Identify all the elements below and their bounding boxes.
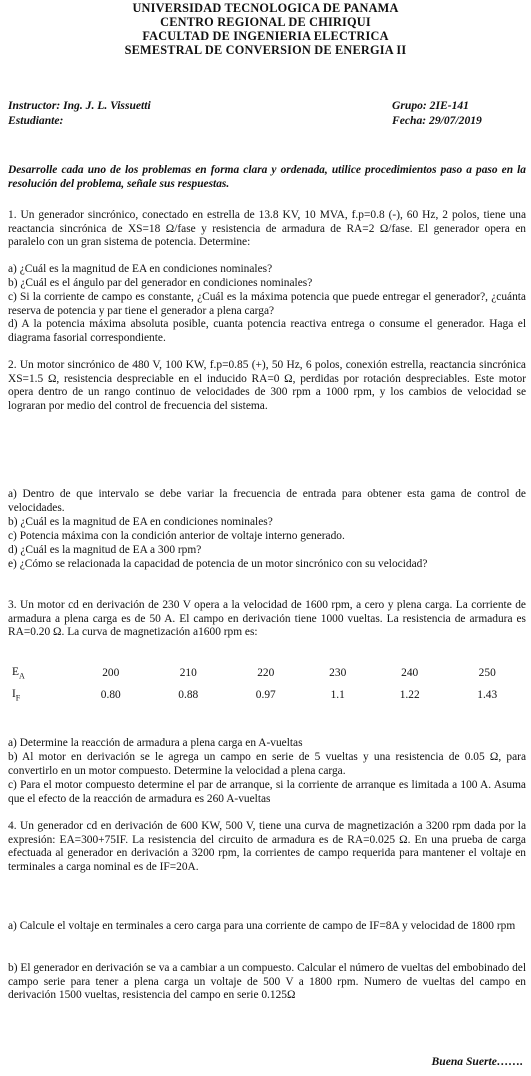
closing-note: Buena Suerte…….: [431, 1055, 523, 1068]
exam-title: SEMESTRAL DE CONVERSION DE ENERGIA II: [124, 43, 407, 57]
table-cell: 0.80: [100, 689, 121, 701]
problem-1-a: a) ¿Cuál es la magnitud de EA en condiciones nominales?: [8, 263, 273, 275]
table-cell: 240: [401, 667, 419, 679]
table-cell: 1.1: [330, 689, 345, 701]
instructions: Desarrolle cada uno de los problemas en forma clara y ordenada, utilice procedimientos paso a paso en la resolución del problema, señale sus respuestas.: [8, 164, 526, 190]
problem-4-statement: 4. Un generador cd en derivación de 600 KW, 500 V, tiene una curva de magnetización a 3200 rpm dada por la expresión: EA=300+75IF. La resistencia del circuito de armadura es de RA=0.025 Ω. En una prueba de carga efectuada al generador en derivación a 3200 rpm, la corrientes de campo requerida para mantener el voltaje en terminales a carga nominal es de IF=20A.: [8, 820, 526, 873]
problem-2-c: c) Potencia máxima con la condición anterior de voltaje interno generado.: [8, 530, 345, 542]
problem-3-a: a) Determine la reacción de armadura a plena carga en A-vueltas: [8, 737, 303, 749]
problem-3-c: c) Para el motor compuesto determine el par de arranque, si la corriente de arranque es limitada a 100 A. Asuma que el efecto de la reacción de armadura es 260 A-vueltas: [8, 779, 526, 805]
row-label: $I_F$: [12, 687, 21, 703]
table-row: [8, 662, 526, 684]
problem-2-b: b) ¿Cuál es la magnitud de EA en condiciones nominales?: [8, 516, 273, 528]
regional-center: CENTRO REGIONAL DE CHIRIQUI: [160, 15, 371, 29]
problem-3-statement: 3. Un motor cd en derivación de 230 V opera a la velocidad de 1600 rpm, a cero y plena carga. La corriente de armadura a plena carga es de 50 A. El campo en derivación tiene 1000 vueltas. La resistencia de armadura es RA=0.20 Ω. La curva de magnetización a1600 rpm es:: [8, 599, 526, 639]
problem-1-c: c) Si la corriente de campo es constante, ¿Cuál es la máxima potencia que puede entregar el generador?, ¿cuánta reserva de potencia y par tiene el generador a plena carga?: [8, 291, 526, 317]
problem-1-b: b) ¿Cuál es el ángulo par del generador en condiciones nominales?: [8, 277, 313, 289]
university-name: UNIVERSIDAD TECNOLOGICA DE PANAMA: [132, 1, 399, 15]
problem-2-d: d) ¿Cuál es la magnitud de EA a 300 rpm?: [8, 544, 202, 556]
table-cell: 200: [102, 667, 120, 679]
problem-4-b: b) El generador en derivación se va a cambiar a un compuesto. Calcular el número de vueltas del embobinado del campo serie para tener a plena carga un voltaje de 500 V a 1800 rpm. Numero de vueltas del campo en derivación 1500 vueltas, resistencia del campo en serie 0.125Ω: [8, 962, 526, 1002]
problem-2-e: e) ¿Cómo se relacionada la capacidad de potencia de un motor sincrónico con su velocidad?: [8, 558, 428, 570]
exam-date: Fecha: 29/07/2019: [392, 114, 482, 127]
group: Grupo: 2IE-141: [392, 99, 469, 112]
problem-2-statement: 2. Un motor sincrónico de 480 V, 100 KW, f.p=0.85 (+), 50 Hz, 6 polos, conexión estrella, reactancia sincrónica XS=1.5 Ω, resistencia despreciable en el inducido RA=0 Ω, perdidas por rotación despreciables. Este motor opera dentro de un rango continuo de velocidades de 300 rpm a 1000 rpm, y los cambios de velocidad se lograran por medio del control de frecuencia del sistema.: [8, 359, 526, 412]
problem-2-a: a) Dentro de que intervalo se debe variar la frecuencia de entrada para obtener esta gama de control de velocidades.: [8, 488, 526, 514]
row-label-sub: A: [18, 671, 25, 681]
table-cell: 0.88: [178, 689, 199, 701]
instructor: Instructor: Ing. J. L. Vissuetti: [8, 99, 151, 112]
row-label: $E_A$: [12, 665, 25, 681]
table-row: [8, 684, 526, 706]
problem-4-a: a) Calcule el voltaje en terminales a cero carga para una corriente de campo de IF=8A y velocidad de 1800 rpm: [8, 920, 516, 932]
table-cell: 230: [329, 667, 347, 679]
table-cell: 210: [179, 667, 197, 679]
table-cell: 250: [478, 667, 496, 679]
row-label-sub: F: [15, 693, 21, 703]
magnetization-table: [8, 662, 526, 706]
faculty-name: FACULTAD DE INGENIERIA ELECTRICA: [142, 29, 389, 43]
document-header: [0, 1, 531, 57]
table-cell: 1.22: [399, 689, 420, 701]
problem-3-b: b) Al motor en derivación se le agrega un campo en serie de 5 vueltas y una resistencia de 0.05 Ω, para convertirlo en un motor compuesto. Determine la velocidad a plena carga.: [8, 751, 526, 777]
student-label: Estudiante:: [8, 114, 64, 127]
problem-1-statement: 1. Un generador sincrónico, conectado en estrella de 13.8 KV, 10 MVA, f.p=0.8 (-), 60 Hz, 2 polos, tiene una reactancia sincrónica de XS=18 Ω/fase y resistencia de armadura de RA=2 Ω/fase. El generador opera en paralelo con un gran sistema de potencia. Determine:: [8, 209, 526, 249]
problem-1-d: d) A la potencia máxima absoluta posible, cuanta potencia reactiva entrega o consume el generador. Haga el diagrama fasorial correspondiente.: [8, 318, 526, 344]
table-cell: 220: [257, 667, 275, 679]
table-cell: 1.43: [477, 689, 498, 701]
table-cell: 0.97: [255, 689, 276, 701]
